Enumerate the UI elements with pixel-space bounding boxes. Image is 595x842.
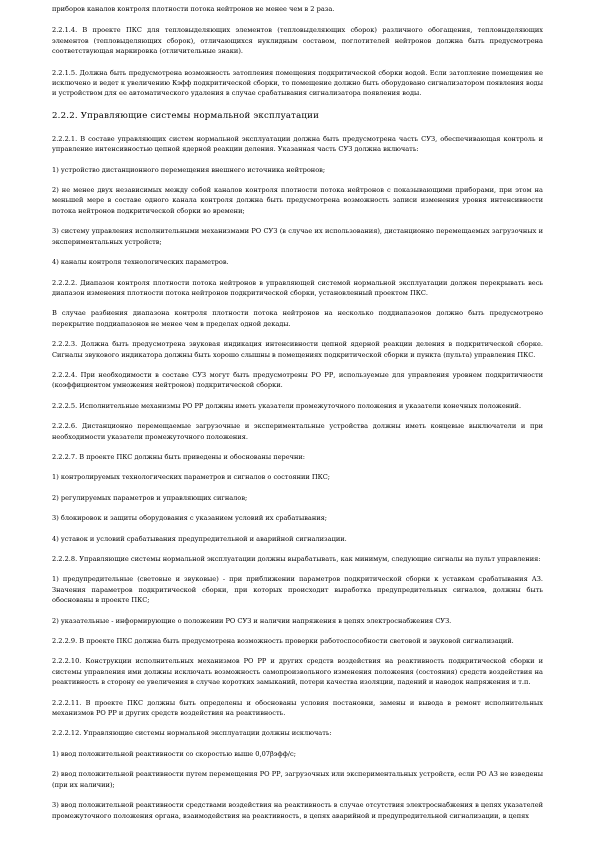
paragraph-continuation: приборов каналов контроля плотности потока нейтронов не менее чем в 2 раза. [52,5,335,13]
list-item: 1) ввод положительной реактивности со скоростью выше 0,07βэфф/с; [52,749,296,758]
list-item: 3) систему управления исполнительными механизмами РО СУЗ (в случае их использования), дистанционно перемещаемых загрузочных и экспериментальных устройств; [52,227,543,246]
paragraph: 2.2.2.9. В проекте ПКС должна быть предусмотрена возможность проверки работоспособности световой и звуковой сигнализаций. [52,637,514,646]
section-heading: 2.2.2. Управляющие системы нормальной эксплуатации [52,110,320,121]
paragraph: 2.2.2.6. Дистанционно перемещаемые загрузочные и экспериментальные устройства должны иметь концевые выключатели и при необходимости указатели промежуточного положения. [52,422,543,441]
list-item: 2) регулируемых параметров и управляющих сигналов; [52,493,248,502]
list-item: 3) блокировок и защиты оборудования с указанием условий их срабатывания; [52,514,328,523]
paragraph: 2.2.2.2. Диапазон контроля плотности потока нейтронов в управляющей системой нормальной эксплуатации должен перекрывать весь диапазон изменения плотности потока нейтронов подкритической сборки, установленный проектом ПКС. [52,278,543,297]
list-item: 2) не менее двух независимых между собой каналов контроля плотности потока нейтронов с показывающими приборами, при этом на меньшей мере в составе одного канала контроля должна быть предусмотрена возможность записи изменения уровня интенсивности потока нейтронов подкритической сборки во времени; [52,186,543,215]
paragraph: В случае разбиения диапазона контроля плотности потока нейтронов на несколько поддиапазонов должно быть предусмотрено перекрытие поддиапазонов не менее чем в пределах одной декады. [52,309,543,328]
paragraph: 2.2.2.7. В проекте ПКС должны быть приведены и обоснованы перечни: [52,452,305,461]
list-item: 1) устройство дистанционного перемещения внешнего источника нейтронов; [52,165,326,174]
paragraph: 2.2.2.12. Управляющие системы нормальной эксплуатации должны исключать: [52,729,332,738]
list-item: 2) ввод положительной реактивности путем перемещения РО РР, загрузочных или экспериментальных устройств, если РО АЗ не взведены (при их наличии); [52,770,543,789]
paragraph: 2.2.2.11. В проекте ПКС должны быть определены и обоснованы условия постановки, замены и вывода в ремонт исполнительных механизмов РО РР и других средств воздействия на реактивность. [52,698,543,718]
paragraph: 2.2.2.1. В составе управляющих систем нормальной эксплуатации должна быть предусмотрена часть СУЗ, обеспечивающая контроль и управление интенсивностью цепной ядерной реакции деления. Указанная часть СУЗ должна включать: [52,134,543,154]
paragraph: 2.2.2.10. Конструкции исполнительных механизмов РО РР и других средств воздействия на реактивность подкритической сборки и системы управления ими должны исключать возможность самопроизвольного изменения положения (состояния) средств воздействия на реактивность в сторону ее увеличения в случае коротких замыканий, потери качества изоляции, падений и наводок напряжения и т.п. [52,657,543,687]
list-item: 1) предупредительные (световые и звуковые) - при приближении параметров подкритической сборки к уставкам срабатывания АЗ. Значения параметров подкритической сборки, при которых происходит выработка предупредительных сигналов, должны быть обоснованы в проекте ПКС; [52,575,543,605]
paragraph-2-2-1-5: 2.2.1.5. Должна быть предусмотрена возможность затопления помещения подкритической сборки водой. Если затопление помещения не исключено и ведет к увеличению Кэфф подкритической сборки, то помещение должно быть оборудовано сигнализатором появления воды и устройством для ее автоматического удаления в случае срабатывания сигнализатора появления воды. [52,68,543,98]
paragraph-2-2-1-4: 2.2.1.4. В проекте ПКС для тепловыделяющих элементов (тепловыделяющих сборок) различного обогащения, тепловыделяющих элементов (тепловыделяющих сборок), отличающихся нуклидным составом, поглотителей нейтронов должна быть предусмотрена соответствующая маркировка (отличительные знаки). [52,26,543,56]
list-item: 3) ввод положительной реактивности средствами воздействия на реактивность в случае отсутствия электроснабжения в цепях указателей промежуточного положения органа, взаимодействия на реактивность, в цепях аварийной и предупредительной сигнализации, в цепях [52,801,543,820]
list-item: 4) уставок и условий срабатывания предупредительной и аварийной сигнализации. [52,534,347,543]
list-item: 2) указательные - информирующие о положении РО СУЗ и наличии напряжения в цепях электроснабжения СУЗ. [52,616,452,625]
list-item: 4) каналы контроля технологических параметров. [52,258,229,267]
paragraph: 2.2.2.4. При необходимости в составе СУЗ могут быть предусмотрены РО РР, используемые для управления уровнем подкритичности (коэффициентом умножения нейтронов) подкритической сборки. [52,370,543,390]
paragraph: 2.2.2.5. Исполнительные механизмы РО РР должны иметь указатели промежуточного положения и указатели конечных положений. [52,401,522,410]
list-item: 1) контролируемых технологических параметров и сигналов о состоянии ПКС; [52,473,330,482]
paragraph: 2.2.2.3. Должна быть предусмотрена звуковая индикация интенсивности цепной ядерной реакции деления в подкритической сборке. Сигналы звукового индикатора должны быть хорошо слышны в помещениях подкритической сборки и пункта (пульта) управления ПКС. [52,340,543,359]
paragraph: 2.2.2.8. Управляющие системы нормальной эксплуатации должны вырабатывать, как минимум, следующие сигналы на пульт управления: [52,555,541,563]
